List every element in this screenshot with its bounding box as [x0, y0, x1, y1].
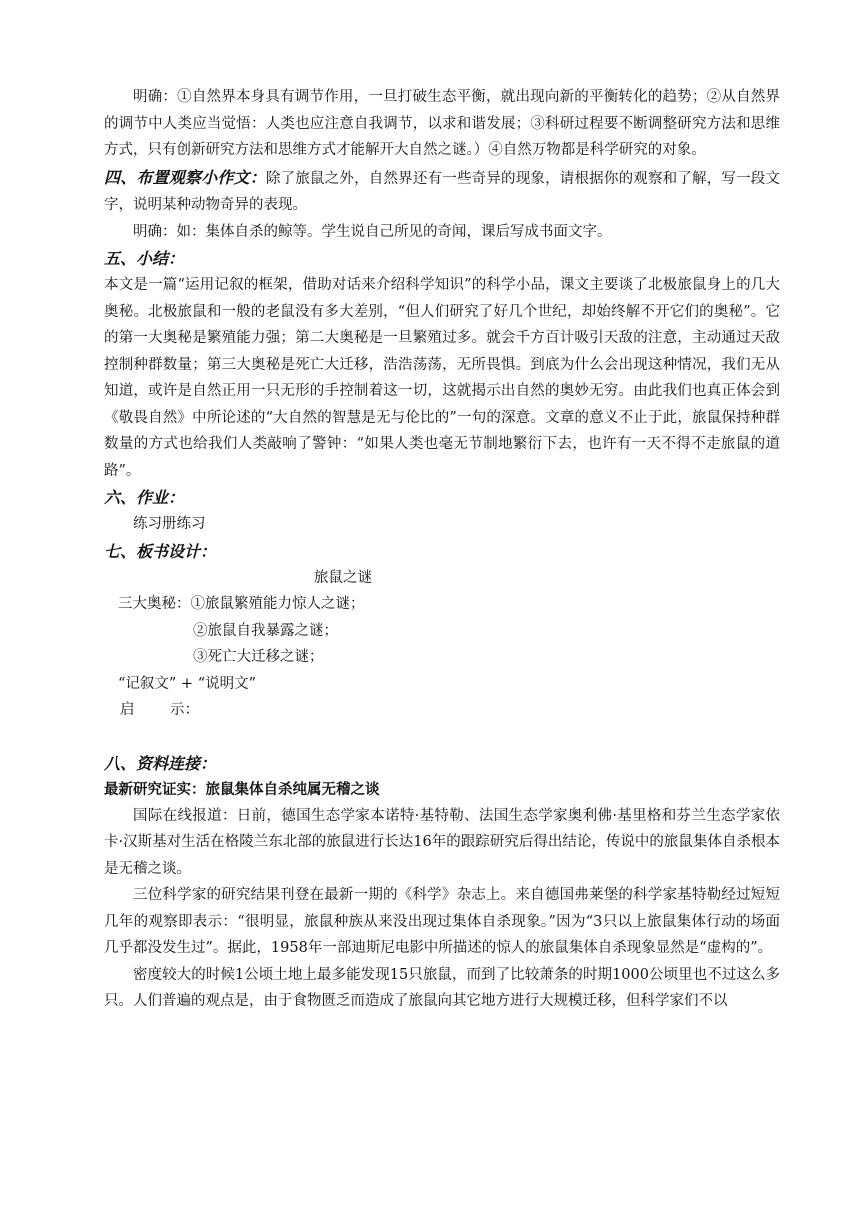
section8-paragraph-3: 密度较大的时候1公顷土地上最多能发现15只旅鼠，而到了比较萧条的时期1000公顷里也不过这么多只。人们普遍的观点是，由于食物匮乏而造成了旅鼠向其它地方进行大规模迁移，但科学家们不以 [104, 966, 780, 1009]
spacer [104, 724, 780, 750]
board-line-3: ③死亡大迁移之谜； [193, 649, 324, 665]
section4-paragraph [104, 164, 780, 219]
board-qishi [104, 697, 780, 724]
section6-heading: 六、作业： [104, 488, 185, 507]
board-line-4: “记叙文” + “说明文” [118, 675, 257, 692]
section8-paragraph-1: 国际在线报道：日前，德国生态学家本诺特·基特勒、法国生态学家奥利佛·基里格和芬兰生态学家依卡·汉斯基对生活在格陵兰东北部的旅鼠进行长达16年的跟踪研究后得出结论，传说中的旅鼠集体自杀根本是无稽之谈。 [104, 807, 780, 877]
qishi-b: 示： [170, 702, 199, 718]
board-line-2: ②旅鼠自我暴露之谜； [193, 622, 338, 639]
section5-heading: 五、小结： [104, 249, 185, 268]
board-title: 旅鼠之谜 [314, 569, 372, 586]
section4-heading: 四、布置观察小作文： [104, 167, 266, 187]
mingque-paragraph: 明确：①自然界本身具有调节作用，一旦打破生态平衡，就出现向新的平衡转化的趋势；②从自然界的调节中人类应当觉悟：人类也应注意自我调节，以求和谐发展；③科研过程要不断调整研究方法和思维方式，只有创新研究方法和思维方式才能解开大自然之谜。）④自然万物都是科学研究的对象。 [104, 89, 780, 158]
section4-mingque: 明确：如：集体自杀的鲸等。学生说自己所见的奇闻，课后写成书面文字。 [133, 223, 612, 240]
section8-heading: 八、资料连接： [104, 753, 217, 773]
section7-heading: 七、板书设计： [104, 541, 217, 561]
section8-paragraph-2: 三位科学家的研究结果刊登在最新一期的《科学》杂志上。来自德国弗莱堡的科学家基特勒经过短短几年的观察即表示：“很明显，旅鼠种族从来没出现过集体自杀现象。”因为“3只以上旅鼠集体行动的场面几乎都没发生过”。据此，1958年一部迪斯尼电影中所描述的惊人的旅鼠集体自杀现象显然是“虚构的”。 [104, 887, 780, 956]
document-page [104, 84, 780, 1015]
section4-text: 除了旅鼠之外，自然界还有一些奇异的现象，请根据你的观察和了解，写一段文字，说明某种动物奇异的表现。 [104, 170, 780, 213]
qishi-a: 启 [120, 702, 135, 718]
section8-subheading: 最新研究证实：旅鼠集体自杀纯属无稽之谈 [104, 781, 380, 798]
section6-text: 练习册练习 [133, 516, 206, 532]
board-line-1: 三大奥秘：①旅鼠繁殖能力惊人之谜； [118, 596, 365, 612]
section5-text: 本文是一篇“运用记叙的框架，借助对话来介绍科学知识”的科学小品，课文主要谈了北极旅鼠身上的几大奥秘。北极旅鼠和一般的老鼠没有多大差别，“但人们研究了好几个世纪，却始终解不开它们的奥秘”。它的第一大奥秘是繁殖能力强；第二大奥秘是一旦繁殖过多。就会千方百计吸引天敌的注意，主动通过天敌控制种群数量；第三大奥秘是死亡大迁移，浩浩荡荡，无所畏惧。到底为什么会出现这种情况，我们无从知道，或许是自然正用一只无形的手控制着这一切，这就揭示出自然的奥妙无穷。由此我们也真正体会到《敬畏自然》中所论述的“大自然的智慧是无与伦比的”一句的深意。文章的意义不止于此，旅鼠保持种群数量的方式也给我们人类敲响了警钟：“如果人类也毫无节制地繁衍下去，也许有一天不得不走旅鼠的道路”。 [104, 277, 780, 479]
